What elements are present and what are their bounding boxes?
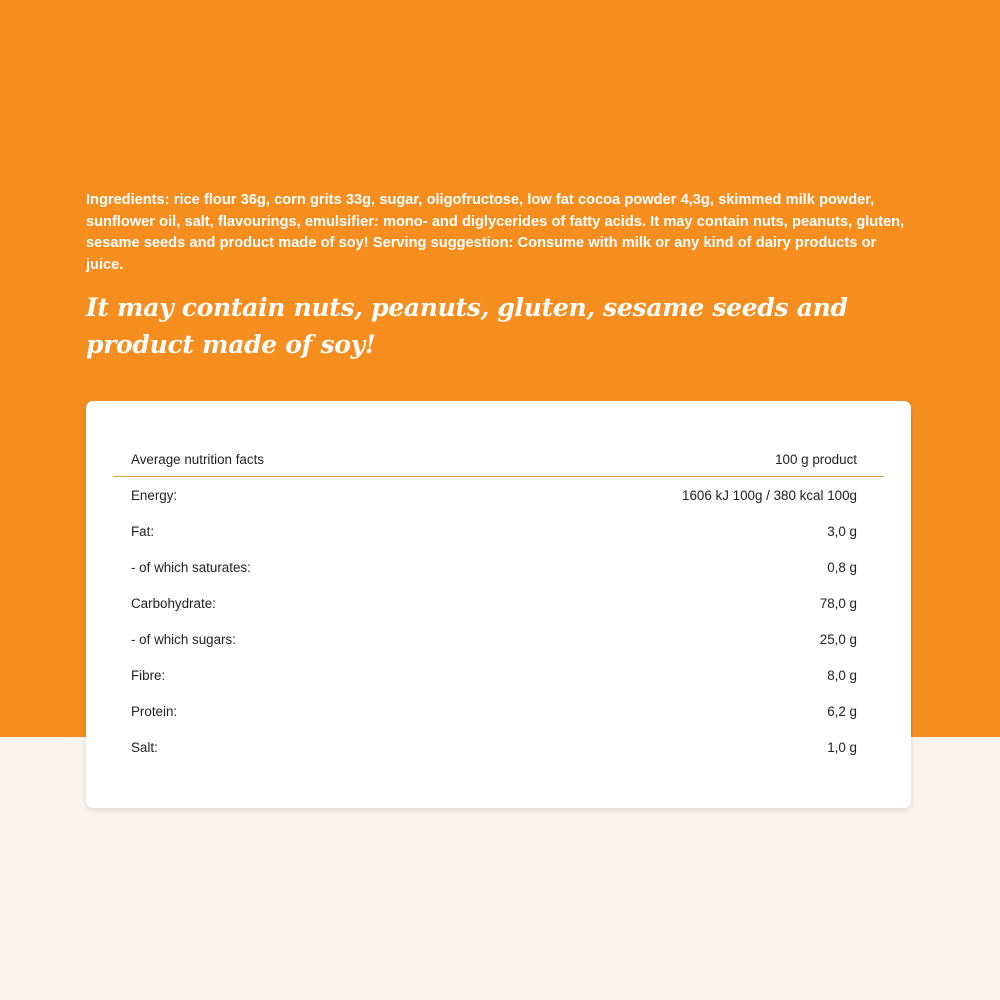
nutrition-row-carbohydrate	[113, 585, 884, 621]
nutrition-label: Protein:	[131, 703, 178, 719]
ingredients-part-1: Ingredients: rice flour 36g, corn grits 33g, sugar, oligofructose, low fat cocoa powder 4,3g, skimmed	[86, 192, 786, 208]
ingredients-text	[86, 190, 914, 276]
nutrition-header-label: Average nutrition facts	[113, 442, 458, 477]
nutrition-row-energy	[113, 477, 884, 514]
nutrition-label: - of which saturates:	[131, 559, 251, 575]
nutrition-row-saturates	[113, 549, 884, 585]
nutrition-value: 3,0 g	[827, 523, 857, 539]
ingredients-part-2: powder, sunflower oil, salt, flavourings, emulsifier: mono- and diglycerides of fatty acids. It may contain nuts, peanuts, gluten, sesame seeds and product made of soy!	[86, 192, 905, 251]
nutrition-value: 25,0 g	[819, 631, 857, 647]
allergen-warning: It may contain nuts, peanuts, gluten, sesame seeds and product made of soy!	[86, 293, 848, 359]
serving-suggestion-label: Serving suggestion	[372, 235, 509, 251]
nutrition-label: Energy:	[131, 487, 178, 503]
nutrition-value: 6,2 g	[827, 703, 857, 719]
nutrition-label: Fat:	[131, 523, 155, 539]
nutrition-row-fat	[113, 513, 884, 549]
nutrition-value: 1,0 g	[827, 739, 857, 755]
nutrition-table	[113, 442, 884, 765]
nutrition-label: Fibre:	[131, 667, 166, 683]
nutrition-row-sugars	[113, 621, 884, 657]
nutrition-value: 78,0 g	[819, 595, 857, 611]
nutrition-label: Salt:	[131, 739, 158, 755]
nutrition-header-value: 100 g product	[458, 442, 884, 477]
nutrition-value: 8,0 g	[827, 667, 857, 683]
nutrition-row-protein	[113, 693, 884, 729]
nutrition-header-row	[113, 442, 884, 477]
nutrition-row-salt	[113, 729, 884, 765]
nutrition-label: Carbohydrate:	[131, 595, 216, 611]
nutrition-value: 0,8 g	[827, 559, 857, 575]
nutrition-value: 1606 kJ 100g / 380 kcal 100g	[682, 487, 857, 503]
ingredients-part-3: : Consume with milk or any kind of dairy products or juice.	[86, 235, 877, 273]
nutrition-card	[86, 401, 911, 808]
nutrition-row-fibre	[113, 657, 884, 693]
nutrition-label: - of which sugars:	[131, 631, 236, 647]
ingredients-milk-highlight: milk	[785, 192, 815, 208]
